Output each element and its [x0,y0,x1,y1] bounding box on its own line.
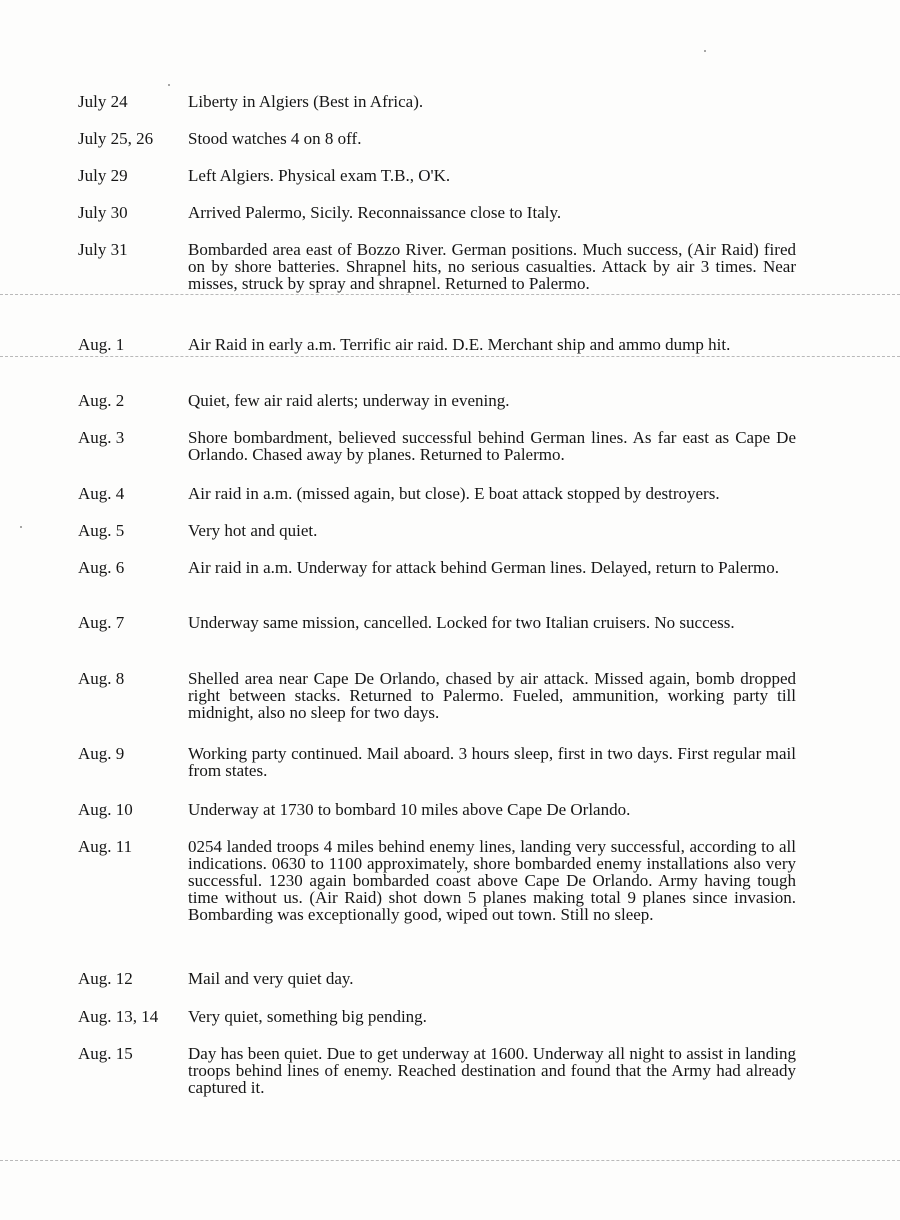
entry-date: Aug. 9 [78,744,125,763]
entry-date: Aug. 10 [78,800,133,819]
entry-date: Aug. 15 [78,1044,133,1063]
scan-line [0,356,900,357]
entry-text: Very hot and quiet. [188,521,318,540]
entry-text: Stood watches 4 on 8 off. [188,129,362,148]
entry-date: Aug. 4 [78,484,125,503]
entry-date: Aug. 11 [78,837,133,856]
entry-text: Bombarded area east of Bozzo River. German positions. Much success, (Air Raid) fired on by shore batteries. Shrapnel hits, no serious casualties. Attack by air 3 times. Near misses, struck by spray and shrapnel. Returned to Palermo. [188,240,796,293]
scan-speck [168,84,170,86]
entry-text: 0254 landed troops 4 miles behind enemy lines, landing very successful, according to all indications. 0630 to 1100 approximately, shore bombarded enemy installations also very successful. 1230 again bombarded coast above Cape De Orlando. Army having tough time without us. (Air Raid) shot down 5 planes making total 9 planes since invasion. Bombarding was exceptionally good, wiped out town. Still no sleep. [188,837,796,924]
entry-text: Liberty in Algiers (Best in Africa). [188,92,424,111]
entry-date: Aug. 8 [78,669,125,688]
entry-text: Underway same mission, cancelled. Locked for two Italian cruisers. No success. [188,613,735,632]
entry-date: July 30 [78,203,128,222]
scan-line [0,1160,900,1161]
entry-text: Very quiet, something big pending. [188,1007,427,1026]
scan-line [0,294,900,295]
entry-date: July 31 [78,240,128,259]
entry-text: Shelled area near Cape De Orlando, chased by air attack. Missed again, bomb dropped right between stacks. Returned to Palermo. Fueled, ammunition, working party till midnight, also no sleep for two days. [188,669,796,722]
entry-date: Aug. 12 [78,969,133,988]
entry-text: Air raid in a.m. (missed again, but close). E boat attack stopped by destroyers. [188,484,720,503]
entry-date: July 24 [78,92,128,111]
scan-speck [704,50,706,52]
entry-text: Mail and very quiet day. [188,969,354,988]
entry-text: Day has been quiet. Due to get underway at 1600. Underway all night to assist in landing troops behind lines of enemy. Reached destination and found that the Army had already captured it. [188,1044,796,1097]
entry-text: Working party continued. Mail aboard. 3 hours sleep, first in two days. First regular mail from states. [188,744,796,780]
entry-text: Shore bombardment, believed successful behind German lines. As far east as Cape De Orlando. Chased away by planes. Returned to Palermo. [188,428,796,464]
entry-date: Aug. 1 [78,335,125,354]
entry-text: Underway at 1730 to bombard 10 miles above Cape De Orlando. [188,800,631,819]
entry-text: Quiet, few air raid alerts; underway in evening. [188,391,510,410]
entry-date: Aug. 13, 14 [78,1007,159,1026]
entry-date: Aug. 7 [78,613,125,632]
entry-text: Arrived Palermo, Sicily. Reconnaissance close to Italy. [188,203,562,222]
entry-date: Aug. 2 [78,391,125,410]
entry-date: Aug. 3 [78,428,125,447]
scan-speck [20,526,22,528]
entry-date: Aug. 6 [78,558,125,577]
entry-text: Left Algiers. Physical exam T.B., O'K. [188,166,451,185]
entry-text: Air raid in a.m. Underway for attack behind German lines. Delayed, return to Palermo. [188,558,780,577]
entry-text: Air Raid in early a.m. Terrific air raid. D.E. Merchant ship and ammo dump hit. [188,335,731,354]
entry-date: July 25, 26 [78,129,154,148]
entry-date: Aug. 5 [78,521,125,540]
entry-date: July 29 [78,166,128,185]
